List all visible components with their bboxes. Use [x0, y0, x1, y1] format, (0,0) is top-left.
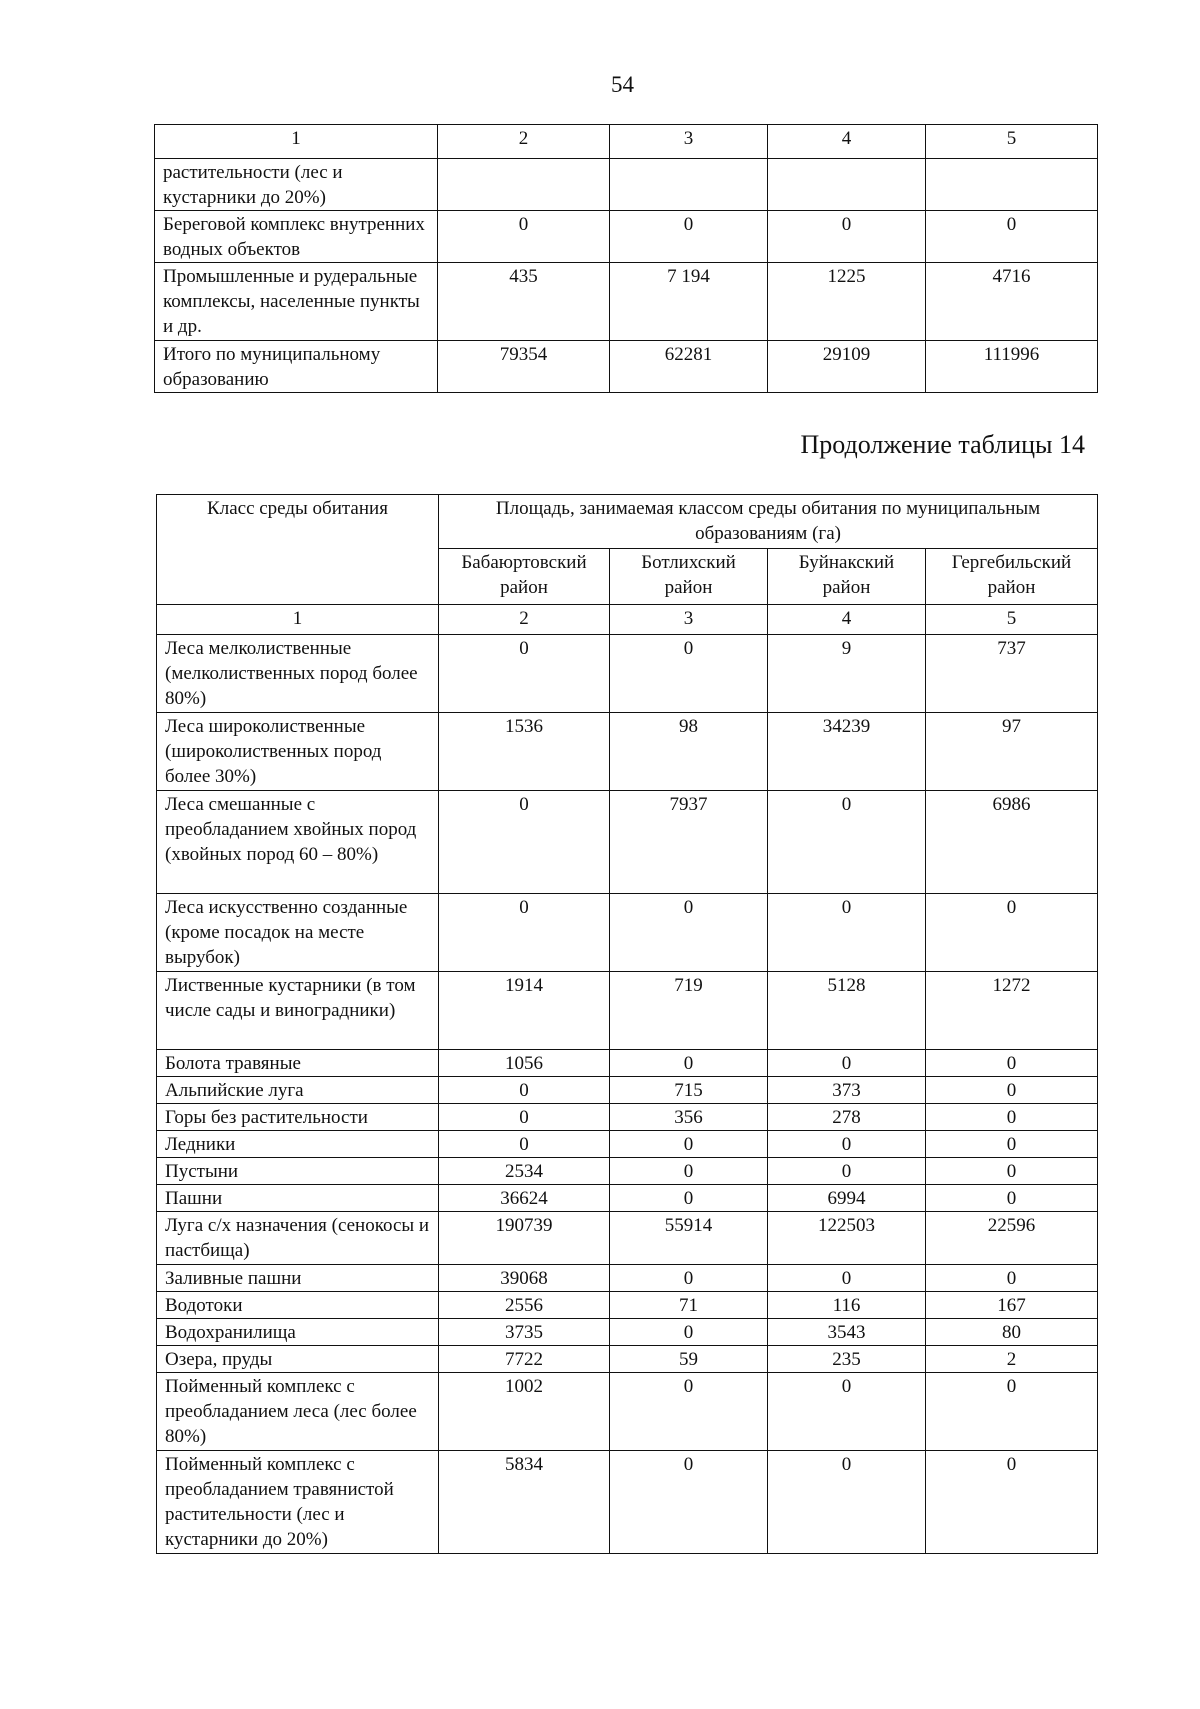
cell-value: 0 [438, 211, 610, 263]
table-row [157, 1050, 1098, 1077]
cell-value: 7 194 [610, 263, 768, 341]
cell-value: 98 [610, 713, 768, 791]
cell-value: 1536 [439, 713, 610, 791]
cell-value: 0 [926, 1131, 1098, 1158]
cell-value: 0 [768, 1373, 926, 1451]
cell-value: 39068 [439, 1265, 610, 1292]
cell-value: 111996 [926, 341, 1098, 393]
cell-value: 0 [610, 1319, 768, 1346]
cell-value: 36624 [439, 1185, 610, 1212]
row-label: растительности (лес и кустарники до 20%) [155, 159, 438, 211]
cell-value: 278 [768, 1104, 926, 1131]
cell-value: 0 [926, 1373, 1098, 1451]
cell-value: 0 [768, 1451, 926, 1554]
table-row [155, 159, 1098, 211]
cell-value: 62281 [610, 341, 768, 393]
cell-value: 0 [768, 1050, 926, 1077]
row-label: Леса искусственно созданные (кроме посадок на месте вырубок) [157, 894, 439, 972]
row-label: Озера, пруды [157, 1346, 439, 1373]
table-row [157, 1373, 1098, 1451]
cell-value: 3543 [768, 1319, 926, 1346]
table-row [155, 211, 1098, 263]
table-row [157, 1185, 1098, 1212]
table-row [157, 1451, 1098, 1554]
main-table [156, 494, 1098, 1554]
row-label: Альпийские луга [157, 1077, 439, 1104]
cell-value: 0 [926, 1104, 1098, 1131]
header-row [157, 495, 1098, 549]
row-label: Лиственные кустарники (в том числе сады и виноградники) [157, 972, 439, 1050]
cell-value: 719 [610, 972, 768, 1050]
row-label: Ледники [157, 1131, 439, 1158]
cell-value: 715 [610, 1077, 768, 1104]
column-number: 5 [926, 125, 1098, 159]
row-label: Промышленные и рудеральные комплексы, населенные пункты и др. [155, 263, 438, 341]
cell-value: 0 [926, 1050, 1098, 1077]
top-table [154, 124, 1098, 393]
cell-value: 0 [610, 1265, 768, 1292]
cell-value: 737 [926, 635, 1098, 713]
row-label: Пойменный комплекс с преобладанием леса (лес более 80%) [157, 1373, 439, 1451]
cell-value: 0 [926, 1451, 1098, 1554]
table-row [157, 1104, 1098, 1131]
cell-value [610, 159, 768, 211]
cell-value: 0 [926, 1158, 1098, 1185]
column-number: 5 [926, 605, 1098, 635]
cell-value: 7937 [610, 791, 768, 894]
cell-value [438, 159, 610, 211]
cell-value: 0 [926, 1077, 1098, 1104]
column-number: 1 [155, 125, 438, 159]
cell-value: 0 [926, 894, 1098, 972]
table-row [157, 1346, 1098, 1373]
cell-value: 0 [768, 1131, 926, 1158]
cell-value: 34239 [768, 713, 926, 791]
column-number-row [155, 125, 1098, 159]
cell-value: 116 [768, 1292, 926, 1319]
cell-value [768, 159, 926, 211]
district-header: Гергебильский район [926, 549, 1098, 605]
row-label: Водохранилища [157, 1319, 439, 1346]
row-label: Горы без растительности [157, 1104, 439, 1131]
district-header: Бабаюртовский район [439, 549, 610, 605]
cell-value: 2534 [439, 1158, 610, 1185]
cell-value: 80 [926, 1319, 1098, 1346]
cell-value: 0 [768, 1265, 926, 1292]
cell-value: 1272 [926, 972, 1098, 1050]
cell-value: 0 [610, 1451, 768, 1554]
table-row [157, 972, 1098, 1050]
cell-value: 1056 [439, 1050, 610, 1077]
row-label: Пустыни [157, 1158, 439, 1185]
row-label: Итого по муниципальному образованию [155, 341, 438, 393]
column-number: 4 [768, 125, 926, 159]
cell-value: 79354 [438, 341, 610, 393]
table-row [157, 1131, 1098, 1158]
cell-value: 373 [768, 1077, 926, 1104]
cell-value: 59 [610, 1346, 768, 1373]
row-label: Леса широколиственные (широколиственных пород более 30%) [157, 713, 439, 791]
cell-value: 0 [610, 1185, 768, 1212]
cell-value: 55914 [610, 1212, 768, 1265]
row-label: Леса мелколиственные (мелколиственных пород более 80%) [157, 635, 439, 713]
row-label: Леса смешанные с преобладанием хвойных пород (хвойных пород 60 – 80%) [157, 791, 439, 894]
table-row [157, 1292, 1098, 1319]
cell-value: 22596 [926, 1212, 1098, 1265]
cell-value: 0 [926, 1265, 1098, 1292]
cell-value: 9 [768, 635, 926, 713]
row-label: Заливные пашни [157, 1265, 439, 1292]
cell-value: 6986 [926, 791, 1098, 894]
cell-value: 0 [768, 791, 926, 894]
table-row [157, 1158, 1098, 1185]
row-label: Береговой комплекс внутренних водных объектов [155, 211, 438, 263]
table-row [157, 791, 1098, 894]
continuation-title: Продолжение таблицы 14 [800, 430, 1085, 459]
cell-value: 0 [610, 1131, 768, 1158]
class-column-header: Класс среды обитания [157, 495, 439, 605]
cell-value: 356 [610, 1104, 768, 1131]
column-number: 1 [157, 605, 439, 635]
table-row [157, 713, 1098, 791]
row-label: Луга с/х назначения (сенокосы и пастбища) [157, 1212, 439, 1265]
area-group-header: Площадь, занимаемая классом среды обитания по муниципальным образованиям (га) [439, 495, 1098, 549]
cell-value: 0 [926, 1185, 1098, 1212]
column-number: 2 [439, 605, 610, 635]
cell-value: 0 [439, 894, 610, 972]
table-row [155, 341, 1098, 393]
cell-value: 235 [768, 1346, 926, 1373]
cell-value: 71 [610, 1292, 768, 1319]
table-row [155, 263, 1098, 341]
row-label: Болота травяные [157, 1050, 439, 1077]
cell-value: 5128 [768, 972, 926, 1050]
cell-value: 6994 [768, 1185, 926, 1212]
table-row [157, 894, 1098, 972]
cell-value: 97 [926, 713, 1098, 791]
cell-value: 0 [610, 1158, 768, 1185]
cell-value: 190739 [439, 1212, 610, 1265]
cell-value: 0 [439, 791, 610, 894]
column-number: 3 [610, 125, 768, 159]
row-label: Пашни [157, 1185, 439, 1212]
cell-value: 1914 [439, 972, 610, 1050]
cell-value: 0 [610, 894, 768, 972]
row-label: Водотоки [157, 1292, 439, 1319]
cell-value: 0 [768, 1158, 926, 1185]
cell-value: 0 [439, 1104, 610, 1131]
page-number: 54 [611, 72, 634, 97]
cell-value: 5834 [439, 1451, 610, 1554]
cell-value: 0 [610, 211, 768, 263]
table-row [157, 1265, 1098, 1292]
column-number-row [157, 605, 1098, 635]
cell-value: 167 [926, 1292, 1098, 1319]
column-number: 2 [438, 125, 610, 159]
cell-value: 435 [438, 263, 610, 341]
cell-value: 0 [768, 211, 926, 263]
district-header: Буйнакский район [768, 549, 926, 605]
cell-value: 3735 [439, 1319, 610, 1346]
row-label: Пойменный комплекс с преобладанием травянистой растительности (лес и кустарники до 20%) [157, 1451, 439, 1554]
cell-value: 7722 [439, 1346, 610, 1373]
table-row [157, 1212, 1098, 1265]
cell-value: 0 [439, 1131, 610, 1158]
table-row [157, 1319, 1098, 1346]
cell-value [926, 159, 1098, 211]
table-row [157, 635, 1098, 713]
cell-value: 0 [439, 1077, 610, 1104]
cell-value: 1002 [439, 1373, 610, 1451]
cell-value: 4716 [926, 263, 1098, 341]
cell-value: 2 [926, 1346, 1098, 1373]
column-number: 3 [610, 605, 768, 635]
column-number: 4 [768, 605, 926, 635]
cell-value: 0 [439, 635, 610, 713]
table-row [157, 1077, 1098, 1104]
cell-value: 1225 [768, 263, 926, 341]
district-header: Ботлихский район [610, 549, 768, 605]
cell-value: 0 [610, 1050, 768, 1077]
cell-value: 0 [610, 635, 768, 713]
cell-value: 0 [926, 211, 1098, 263]
cell-value: 2556 [439, 1292, 610, 1319]
cell-value: 0 [768, 894, 926, 972]
cell-value: 0 [610, 1373, 768, 1451]
cell-value: 122503 [768, 1212, 926, 1265]
cell-value: 29109 [768, 341, 926, 393]
